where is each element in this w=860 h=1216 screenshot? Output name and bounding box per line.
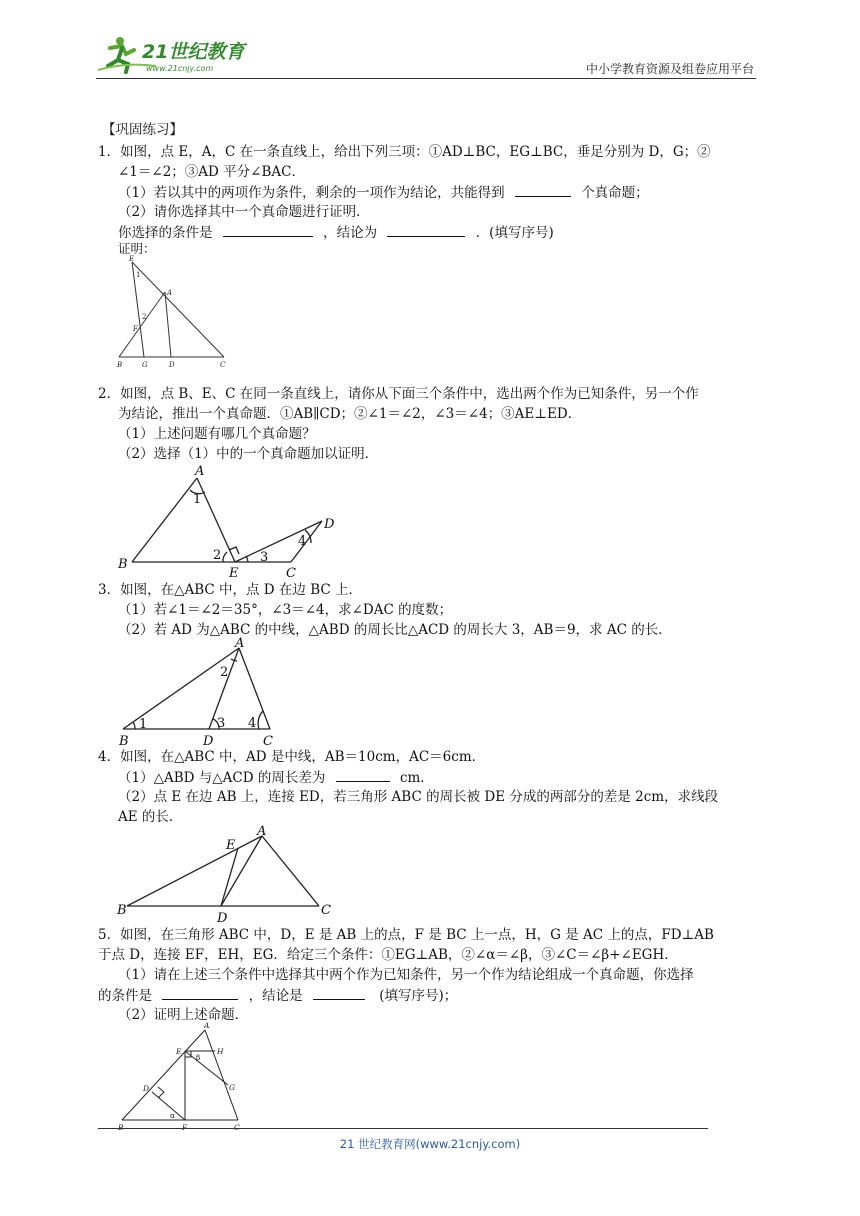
label-C: C [321,903,331,918]
label-G: G [142,361,148,369]
problem-5-q1: （1）请在上述三个条件中选择其中两个作为已知条件，另一个作为结论组成一个真命题，你选择 [118,967,694,983]
label-E: E [176,1047,182,1056]
footer-rule [98,1128,708,1129]
logo-text: 21世纪教育 [142,41,245,63]
label-E: E [129,255,135,263]
problem-4-q2-cont: AE 的长． [118,809,183,825]
label-1: 1 [139,717,148,732]
problem-3-q2: （2）若 AD 为△ABC 的中线，△ABD 的周长比△ACD 的周长大 3，AB＝9，求 AC 的长． [118,622,672,638]
label-C: C [220,361,226,369]
logo-url: www.21cnjy.com [146,64,214,73]
fill-hint: (填写序号)； [379,988,458,1004]
figure-3 [115,635,280,747]
condition-label: 的条件是 [98,988,152,1004]
label-A: A [204,1021,210,1030]
conclusion-blank[interactable] [313,986,365,1000]
problem-4-q1-text: （1）△ABD 与△ACD 的周长差为 [118,770,326,786]
conclusion-label: ，结论是 [248,988,303,1004]
label-4: 4 [298,534,307,549]
label-4: 4 [248,716,257,731]
label-1: 1 [193,492,202,507]
label-D: D [324,517,335,532]
label-2: 2 [142,313,147,321]
problem-4-q2: （2）点 E 在边 AB 上，连接 ED，若三角形 ABC 的周长被 DE 分成的两部分的差是 2cm，求线段 [118,789,719,805]
label-D: D [217,911,228,925]
label-C: C [263,734,273,747]
problem-4-line-1: 4．如图，在△ABC 中，AD 是中线，AB＝10cm，AC＝6cm． [98,749,486,765]
proof-label: 证明： [118,241,156,256]
label-2: 2 [213,548,222,563]
problem-2-line-2: 为结论，推出一个真命题．①AB∥CD；②∠1＝∠2，∠3＝∠4；③AE⊥ED． [118,406,582,422]
label-F: F [182,1123,188,1130]
fill-hint: ．(填写序号) [475,225,554,241]
condition-blank[interactable] [162,986,238,1000]
answer-blank[interactable] [515,183,571,197]
problem-2-line-1: 2．如图，点 B、E、C 在同一条直线上，请你从下面三个条件中，选出两个作为已知条件，另一个作 [98,386,699,402]
label-A: A [167,289,173,297]
label-beta: β [196,1053,201,1062]
choice-label: 你选择的条件是 [118,225,213,241]
label-E: E [226,838,236,853]
logo [96,32,266,76]
label-B: B [118,1123,124,1130]
label-B: B [117,361,123,369]
label-A: A [235,636,245,651]
label-C: C [234,1123,240,1130]
label-B: B [117,903,127,918]
problem-1-line-2: ∠1＝∠2；③AD 平分∠BAC． [118,164,305,180]
label-1: 1 [136,271,141,279]
problem-3-q1: （1）若∠1＝∠2＝35°，∠3＝∠4，求∠DAC 的度数； [118,602,453,618]
figure-4 [115,820,335,925]
label-C: C [286,566,296,578]
unit-cm: cm． [399,770,434,786]
problem-4-q1 [118,768,434,787]
label-D: D [143,1084,150,1093]
problem-1-q1-tail: 个真命题； [581,185,649,201]
problem-2-q2: （2）选择（1）中的一个真命题加以证明． [118,446,379,462]
label-G: G [229,1083,235,1092]
figure-5 [112,1020,252,1130]
label-A: A [257,824,267,839]
label-E: E [229,566,239,578]
problem-5-q1-cont [98,986,457,1005]
problem-5-line-2: 于点 D，连接 EF，EH，EG．给定三个条件：①EG⊥AB，②∠α＝∠β，③∠C＝∠β+∠EGH． [98,947,678,963]
problem-5-q2: （2）证明上述命题． [118,1007,249,1023]
problem-2-q1: （1）上述问题有哪几个真命题？ [118,426,316,442]
problem-1-line-1: 1．如图，点 E，A，C 在一条直线上，给出下列三项：①AD⊥BC，EG⊥BC，垂足分别为 D，G；② [98,144,711,160]
page-header [96,30,756,79]
problem-3-line-1: 3．如图，在△ABC 中，点 D 在边 BC 上． [98,582,363,598]
answer-blank[interactable] [336,768,390,782]
problem-1-q1 [118,183,649,202]
problem-1-q1-text: （1）若以其中的两项作为条件，剩余的一项作为结论，共能得到 [118,185,505,201]
conclusion-blank[interactable] [387,223,465,237]
conclusion-label: ，结论为 [323,225,378,241]
label-3: 3 [260,550,269,565]
figure-2 [115,460,345,578]
label-H: H [217,1047,224,1056]
label-D: D [169,361,175,369]
label-3: 3 [217,716,226,731]
platform-name: 中小学教育资源及组卷应用平台 [585,62,754,76]
label-D: D [203,734,214,747]
problem-5-line-1: 5．如图，在三角形 ABC 中，D，E 是 AB 上的点，F 是 BC 上一点，H，G 是 AC 上的点，FD⊥AB [98,927,714,943]
problem-1-q2: （2）请你选择其中一个真命题进行证明． [118,204,370,220]
footer-link[interactable]: 21 世纪教育网(www.21cnjy.com) [339,1137,521,1151]
label-B: B [118,557,128,572]
label-F: F [133,325,138,333]
label-A: A [195,464,205,479]
label-alpha: α [170,1111,176,1120]
condition-blank[interactable] [223,223,313,237]
problem-1-choice [118,223,554,242]
section-title: 【巩固练习】 [102,122,183,138]
label-B: B [119,734,129,747]
figure-1 [112,255,232,370]
label-2: 2 [220,665,229,680]
